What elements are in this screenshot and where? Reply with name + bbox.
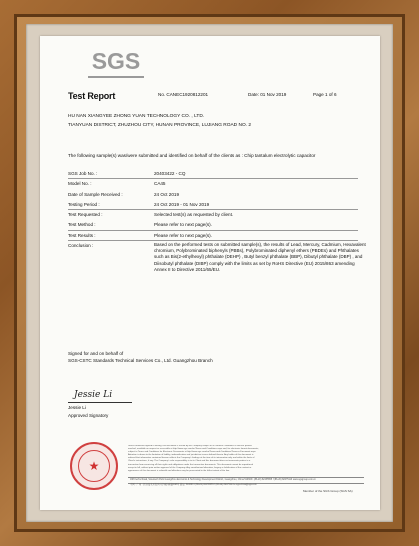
fineprint-line: appearance of this document is unlawful and offenders may be prosecuted to the fullest extent of the law. — [128, 469, 230, 472]
footer-address-en: 198 Kezhu Road, Scientech Park Guangzhou Economic & Technology Development District, Guangzhou, China 510663 t (86-20) 82155555 f (86-20) 82075113 www.sgsgroup.com.cn — [130, 479, 316, 481]
divider — [68, 178, 358, 179]
signature-line — [68, 402, 132, 403]
footer-address-cn: 中国 · 广州 · 经济技术开发区科学城科珠路198号 邮编: 510663 t (86-20) 82155555 f (86-20) 82075113 e sgs.china@sgs.com — [130, 483, 257, 486]
fineprint-line: transaction from exercising all their rights and obligations under the transaction documents. This document cannot be reproduced — [128, 463, 253, 466]
signed-for-text: Signed for and on behalf of — [68, 351, 124, 356]
conclusion-label: Conclusion : — [68, 243, 94, 248]
fineprint-line: except in full, without prior written approval of the Company. Any unauthorized alteration, forgery or falsification of the content or — [128, 466, 252, 469]
official-seal-stamp — [70, 442, 118, 490]
field-label: Model No. : — [68, 181, 92, 186]
member-of-group: Member of the SGS Group (SGS SA) — [303, 489, 353, 493]
page-indicator: Page 1 of 6 — [313, 92, 337, 97]
field-value: 24 Oct 2019 - 01 Nov 2019 — [154, 202, 210, 207]
address-footer — [128, 477, 364, 484]
intro-statement: The following sample(s) was/were submitted and identified on behalf of the clients as : Chip tantalum electrolytic capacitor — [68, 153, 316, 158]
fineprint-line: overleaf, available on request or accessible at http://www.sgs.com/en/Terms-and-Conditions.aspx and, for electronic format documents, — [128, 448, 259, 451]
divider — [68, 230, 358, 231]
report-date: Date: 01 Nov 2019 — [248, 92, 287, 97]
stamp-inner-ring — [78, 450, 110, 482]
conclusion-text: Based on the performed tests on submitted sample(s), the results of Lead, Mercury, Cadmium, Hexavalent chromium, Polybrominated biphenyls (PBBs), Polybrominated diphenyl ethers (PBDEs) and Phthalates such as Bis(2-ethylhexyl) phthalate (DEHP) , Butyl benzyl phthalate (BBP), Dibutyl phthalate (DBP) , and Diisobutyl phthalate (DIBP) comply with the limits as set by RoHS Directive (EU) 2015/863 amending Annex II to Directive 2011/65/EU. — [154, 242, 366, 272]
field-label: Test Requested : — [68, 212, 103, 217]
divider — [68, 209, 358, 210]
fineprint-line: Client's instructions, if any. The Company's sole responsibility is to its Client and this document does not exonerate parties to a — [128, 460, 251, 463]
sgs-logo-text: SGS — [91, 48, 141, 74]
fineprint-line: Attention is drawn to the limitation of liability, indemnification and jurisdiction issues defined therein. Any holder of this document is — [128, 454, 254, 457]
star-icon: ★ — [88, 459, 100, 473]
field-label: Testing Period : — [68, 202, 100, 207]
report-number: No. CANEC1920812201 — [158, 92, 209, 97]
terms-fineprint — [128, 445, 364, 475]
field-value: 24 Oct 2019 — [154, 192, 180, 197]
signatory-role: Approved Signatory — [68, 413, 109, 418]
field-label: Test Results : — [68, 233, 96, 238]
field-label: Date of Sample Received : — [68, 192, 123, 197]
field-value: CA45 — [154, 181, 166, 186]
sgs-logo — [76, 48, 156, 80]
signatory-name: Jessie Li — [68, 405, 86, 410]
divider — [68, 240, 358, 241]
fineprint-line: advised that information contained hereon reflects the Company's findings at the time of its intervention only and within the limits of — [128, 457, 255, 460]
field-label: SGS Job No. : — [68, 171, 98, 176]
field-label: Test Method : — [68, 222, 96, 227]
certificate-paper — [40, 36, 380, 510]
applicant-company: HU NAN XIANGYEE ZHONG YUAN TECHNOLOGY CO. , LTD. — [68, 114, 205, 119]
report-title: Test Report — [68, 91, 116, 101]
field-value: Please refer to next page(s). — [154, 222, 212, 227]
field-value: Please refer to next page(s). — [154, 233, 212, 238]
fineprint-line: subject to Terms and Conditions for Electronic Documents at http://www.sgs.com/en/Terms-and-Conditions/Terms-e-Document.aspx. — [128, 451, 257, 454]
sgs-logo-underline — [88, 76, 144, 78]
handwritten-signature: Jessie Li — [74, 390, 113, 400]
field-value: Selected test(s) as requested by client. — [154, 212, 234, 217]
fineprint-line: Unless otherwise agreed in writing, this document is issued by the Company subject to its General Conditions of Service printed — [128, 445, 252, 447]
applicant-address: TIANYUAN DISTRICT, ZHUZHOU CITY, HUNAN PROVINCE, LUJIANG ROAD NO. 2 — [68, 123, 252, 128]
signing-entity: SGS-CSTC Standards Technical Services Co., Ltd. Guangzhou Branch — [68, 358, 213, 363]
field-value: 20403422 - CQ — [154, 171, 186, 176]
